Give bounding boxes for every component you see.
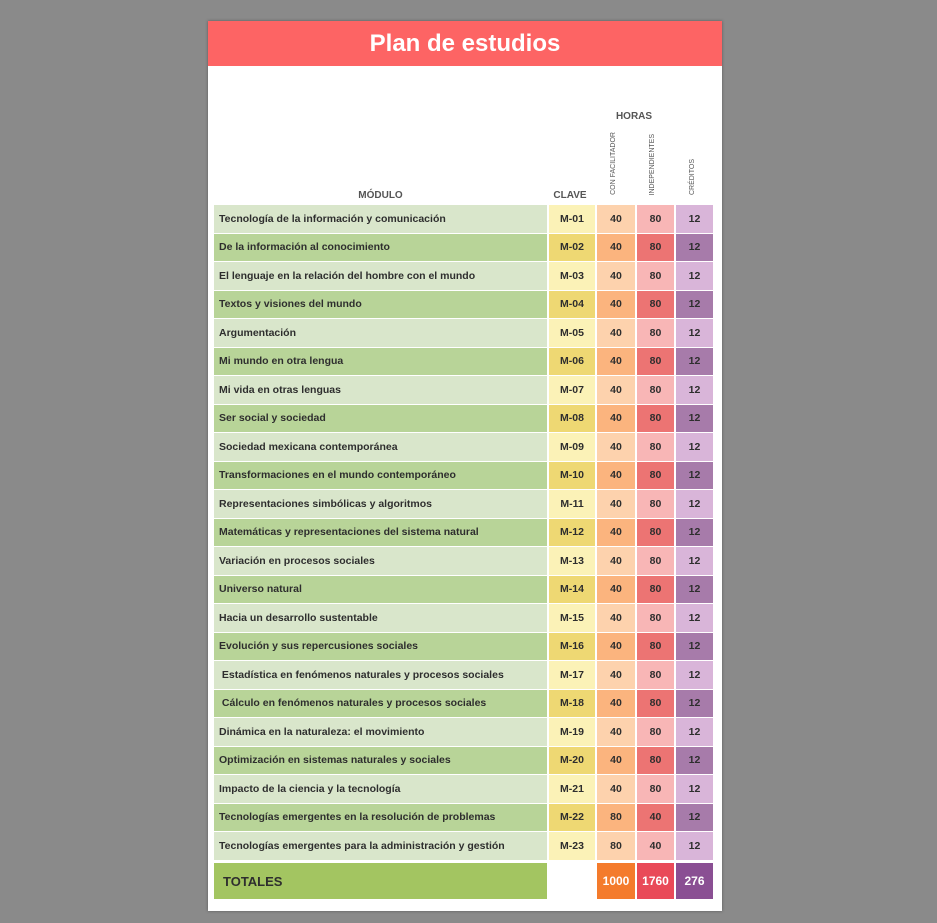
table-row <box>214 547 713 575</box>
independientes-cell: 80 <box>637 405 674 433</box>
independientes-cell: 40 <box>637 804 674 832</box>
creditos-cell: 12 <box>676 747 713 775</box>
module-name-cell: De la información al conocimiento <box>214 234 547 262</box>
clave-cell: M-17 <box>549 661 595 689</box>
creditos-cell: 12 <box>676 775 713 803</box>
clave-cell: M-11 <box>549 490 595 518</box>
module-name-cell: Argumentación <box>214 319 547 347</box>
con-facilitador-cell: 80 <box>597 832 635 860</box>
clave-cell: M-08 <box>549 405 595 433</box>
module-name-cell: Representaciones simbólicas y algoritmos <box>214 490 547 518</box>
table-row <box>214 661 713 689</box>
con-facilitador-cell: 40 <box>597 262 635 290</box>
module-name-cell: Cálculo en fenómenos naturales y procesos sociales <box>214 690 547 718</box>
table-row <box>214 490 713 518</box>
independientes-cell: 80 <box>637 262 674 290</box>
creditos-cell: 12 <box>676 405 713 433</box>
module-name-cell: Dinámica en la naturaleza: el movimiento <box>214 718 547 746</box>
independientes-cell: 80 <box>637 547 674 575</box>
module-name-cell: Ser social y sociedad <box>214 405 547 433</box>
clave-cell: M-03 <box>549 262 595 290</box>
clave-cell: M-06 <box>549 348 595 376</box>
clave-cell: M-14 <box>549 576 595 604</box>
independientes-cell: 80 <box>637 319 674 347</box>
con-facilitador-cell: 40 <box>597 576 635 604</box>
table-row <box>214 832 713 860</box>
header-clave: CLAVE <box>553 190 587 201</box>
clave-cell: M-09 <box>549 433 595 461</box>
con-facilitador-cell: 40 <box>597 376 635 404</box>
module-name-cell: Matemáticas y representaciones del sistema natural <box>214 519 547 547</box>
creditos-cell: 12 <box>676 576 713 604</box>
table-row <box>214 205 713 233</box>
clave-cell: M-23 <box>549 832 595 860</box>
con-facilitador-cell: 40 <box>597 661 635 689</box>
table-row <box>214 690 713 718</box>
clave-cell: M-04 <box>549 291 595 319</box>
con-facilitador-cell: 40 <box>597 747 635 775</box>
independientes-cell: 80 <box>637 205 674 233</box>
con-facilitador-cell: 40 <box>597 604 635 632</box>
table-row <box>214 775 713 803</box>
clave-cell: M-15 <box>549 604 595 632</box>
independientes-cell: 80 <box>637 291 674 319</box>
creditos-cell: 12 <box>676 262 713 290</box>
title-bar <box>208 21 722 66</box>
module-name-cell: Impacto de la ciencia y la tecnología <box>214 775 547 803</box>
con-facilitador-cell: 40 <box>597 433 635 461</box>
totals-con-facilitador: 1000 <box>597 863 635 899</box>
table-row <box>214 234 713 262</box>
con-facilitador-cell: 40 <box>597 291 635 319</box>
module-name-cell: Estadística en fenómenos naturales y procesos sociales <box>214 661 547 689</box>
totals-creditos: 276 <box>676 863 713 899</box>
creditos-cell: 12 <box>676 234 713 262</box>
module-name-cell: El lenguaje en la relación del hombre con el mundo <box>214 262 547 290</box>
independientes-cell: 80 <box>637 234 674 262</box>
table-row <box>214 747 713 775</box>
creditos-cell: 12 <box>676 291 713 319</box>
module-name-cell: Transformaciones en el mundo contemporáneo <box>214 462 547 490</box>
con-facilitador-cell: 40 <box>597 205 635 233</box>
creditos-cell: 12 <box>676 832 713 860</box>
creditos-cell: 12 <box>676 348 713 376</box>
clave-cell: M-22 <box>549 804 595 832</box>
con-facilitador-cell: 40 <box>597 348 635 376</box>
independientes-cell: 80 <box>637 348 674 376</box>
clave-cell: M-10 <box>549 462 595 490</box>
independientes-cell: 80 <box>637 490 674 518</box>
module-name-cell: Variación en procesos sociales <box>214 547 547 575</box>
module-name-cell: Textos y visiones del mundo <box>214 291 547 319</box>
con-facilitador-cell: 40 <box>597 405 635 433</box>
creditos-cell: 12 <box>676 376 713 404</box>
table-row <box>214 348 713 376</box>
page-title: Plan de estudios <box>369 29 561 57</box>
independientes-cell: 40 <box>637 832 674 860</box>
totals-label: TOTALES <box>214 863 547 899</box>
creditos-cell: 12 <box>676 690 713 718</box>
header-modulo: MÓDULO <box>358 190 403 201</box>
clave-cell: M-07 <box>549 376 595 404</box>
independientes-cell: 80 <box>637 690 674 718</box>
header-horas: HORAS <box>615 111 653 122</box>
con-facilitador-cell: 40 <box>597 319 635 347</box>
creditos-cell: 12 <box>676 205 713 233</box>
con-facilitador-cell: 40 <box>597 234 635 262</box>
con-facilitador-cell: 40 <box>597 462 635 490</box>
clave-cell: M-21 <box>549 775 595 803</box>
clave-cell: M-13 <box>549 547 595 575</box>
table-row <box>214 718 713 746</box>
creditos-cell: 12 <box>676 633 713 661</box>
con-facilitador-cell: 40 <box>597 690 635 718</box>
con-facilitador-cell: 40 <box>597 633 635 661</box>
table-row <box>214 291 713 319</box>
independientes-cell: 80 <box>637 462 674 490</box>
independientes-cell: 80 <box>637 604 674 632</box>
creditos-cell: 12 <box>676 547 713 575</box>
independientes-cell: 80 <box>637 576 674 604</box>
table-row <box>214 804 713 832</box>
module-name-cell: Tecnologías emergentes en la resolución de problemas <box>214 804 547 832</box>
independientes-cell: 80 <box>637 633 674 661</box>
con-facilitador-cell: 40 <box>597 718 635 746</box>
study-plan-sheet <box>208 21 722 911</box>
table-row <box>214 376 713 404</box>
table-row <box>214 576 713 604</box>
con-facilitador-cell: 80 <box>597 804 635 832</box>
con-facilitador-cell: 40 <box>597 547 635 575</box>
table-row <box>214 633 713 661</box>
clave-cell: M-19 <box>549 718 595 746</box>
independientes-cell: 80 <box>637 775 674 803</box>
table-row <box>214 462 713 490</box>
module-name-cell: Tecnologías emergentes para la administración y gestión <box>214 832 547 860</box>
con-facilitador-cell: 40 <box>597 775 635 803</box>
table-row <box>214 433 713 461</box>
independientes-cell: 80 <box>637 519 674 547</box>
independientes-cell: 80 <box>637 747 674 775</box>
creditos-cell: 12 <box>676 804 713 832</box>
clave-cell: M-01 <box>549 205 595 233</box>
module-name-cell: Hacia un desarrollo sustentable <box>214 604 547 632</box>
independientes-cell: 80 <box>637 376 674 404</box>
clave-cell: M-02 <box>549 234 595 262</box>
module-name-cell: Optimización en sistemas naturales y sociales <box>214 747 547 775</box>
module-name-cell: Mi mundo en otra lengua <box>214 348 547 376</box>
header-creditos: CRÉDITOS <box>689 158 696 195</box>
table-row <box>214 319 713 347</box>
module-name-cell: Sociedad mexicana contemporánea <box>214 433 547 461</box>
creditos-cell: 12 <box>676 490 713 518</box>
module-name-cell: Mi vida en otras lenguas <box>214 376 547 404</box>
table-row <box>214 262 713 290</box>
independientes-cell: 80 <box>637 718 674 746</box>
table-row <box>214 519 713 547</box>
independientes-cell: 80 <box>637 661 674 689</box>
clave-cell: M-18 <box>549 690 595 718</box>
clave-cell: M-16 <box>549 633 595 661</box>
creditos-cell: 12 <box>676 718 713 746</box>
creditos-cell: 12 <box>676 462 713 490</box>
clave-cell: M-20 <box>549 747 595 775</box>
independientes-cell: 80 <box>637 433 674 461</box>
table-row <box>214 604 713 632</box>
creditos-cell: 12 <box>676 519 713 547</box>
header-independientes: INDEPENDIENTES <box>649 133 656 195</box>
creditos-cell: 12 <box>676 319 713 347</box>
module-name-cell: Evolución y sus repercusiones sociales <box>214 633 547 661</box>
con-facilitador-cell: 40 <box>597 490 635 518</box>
creditos-cell: 12 <box>676 604 713 632</box>
totals-independientes: 1760 <box>637 863 674 899</box>
table-row <box>214 405 713 433</box>
header-con-facilitador: CON FACILITADOR <box>610 132 617 195</box>
creditos-cell: 12 <box>676 433 713 461</box>
clave-cell: M-12 <box>549 519 595 547</box>
con-facilitador-cell: 40 <box>597 519 635 547</box>
module-name-cell: Tecnología de la información y comunicación <box>214 205 547 233</box>
clave-cell: M-05 <box>549 319 595 347</box>
creditos-cell: 12 <box>676 661 713 689</box>
module-name-cell: Universo natural <box>214 576 547 604</box>
